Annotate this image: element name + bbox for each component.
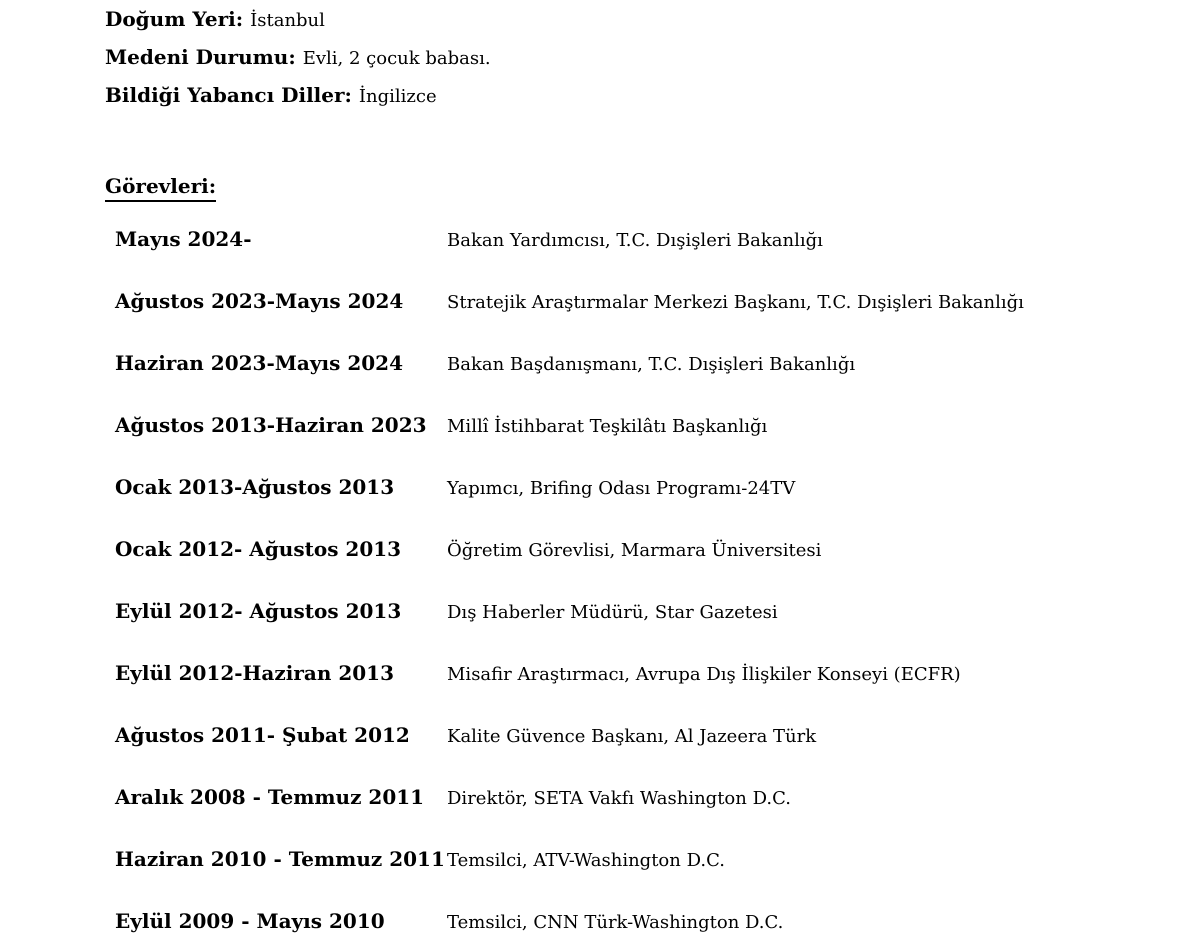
birth-place-label: Doğum Yeri: [105,7,244,31]
position-row [115,475,1175,537]
languages-label: Bildiği Yabancı Diller: [105,83,352,107]
position-dates: Eylül 2012-Haziran 2013 [115,661,395,685]
position-row [115,289,1175,351]
position-dates: Eylül 2012- Ağustos 2013 [115,599,402,623]
position-role: Millî İstihbarat Teşkilâtı Başkanlığı [447,416,768,437]
position-dates: Eylül 2009 - Mayıs 2010 [115,909,385,933]
position-dates: Haziran 2010 - Temmuz 2011 [115,847,445,871]
personal-info-section [105,0,491,114]
languages-value: İngilizce [358,86,437,107]
position-role: Stratejik Araştırmalar Merkezi Başkanı, T.C. Dışişleri Bakanlığı [447,292,1024,313]
position-role: Bakan Yardımcısı, T.C. Dışişleri Bakanlığı [447,230,823,251]
position-row [115,413,1175,475]
position-dates: Ocak 2013-Ağustos 2013 [115,475,395,499]
position-row [115,661,1175,723]
position-role: Misafir Araştırmacı, Avrupa Dış İlişkiler Konseyi (ECFR) [447,664,961,685]
position-row [115,909,1175,947]
marital-status-label: Medeni Durumu: [105,45,296,69]
languages-line [105,76,491,114]
position-role: Dış Haberler Müdürü, Star Gazetesi [447,602,778,623]
position-row [115,723,1175,785]
position-dates: Ağustos 2023-Mayıs 2024 [115,289,404,313]
marital-status-value: Evli, 2 çocuk babası. [302,48,491,69]
position-role: Direktör, SETA Vakfı Washington D.C. [447,788,791,809]
marital-status-line [105,38,491,76]
position-row [115,847,1175,909]
positions-heading: Görevleri: [105,174,216,202]
position-role: Bakan Başdanışmanı, T.C. Dışişleri Bakanlığı [447,354,856,375]
position-dates: Aralık 2008 - Temmuz 2011 [115,785,425,809]
position-row [115,537,1175,599]
positions-table [115,227,1175,947]
position-dates: Ocak 2012- Ağustos 2013 [115,537,402,561]
position-row [115,599,1175,661]
position-dates: Ağustos 2013-Haziran 2023 [115,413,427,437]
position-dates: Haziran 2023-Mayıs 2024 [115,351,403,375]
position-role: Kalite Güvence Başkanı, Al Jazeera Türk [447,726,817,747]
position-dates: Mayıs 2024- [115,227,252,251]
position-role: Temsilci, CNN Türk-Washington D.C. [447,912,784,933]
position-row [115,227,1175,289]
position-row [115,785,1175,847]
position-role: Öğretim Görevlisi, Marmara Üniversitesi [447,540,822,561]
birth-place-line [105,0,491,38]
position-dates: Ağustos 2011- Şubat 2012 [115,723,410,747]
birth-place-value: İstanbul [250,10,325,31]
position-role: Yapımcı, Brifing Odası Programı-24TV [447,478,796,499]
position-row [115,351,1175,413]
position-role: Temsilci, ATV-Washington D.C. [447,850,725,871]
